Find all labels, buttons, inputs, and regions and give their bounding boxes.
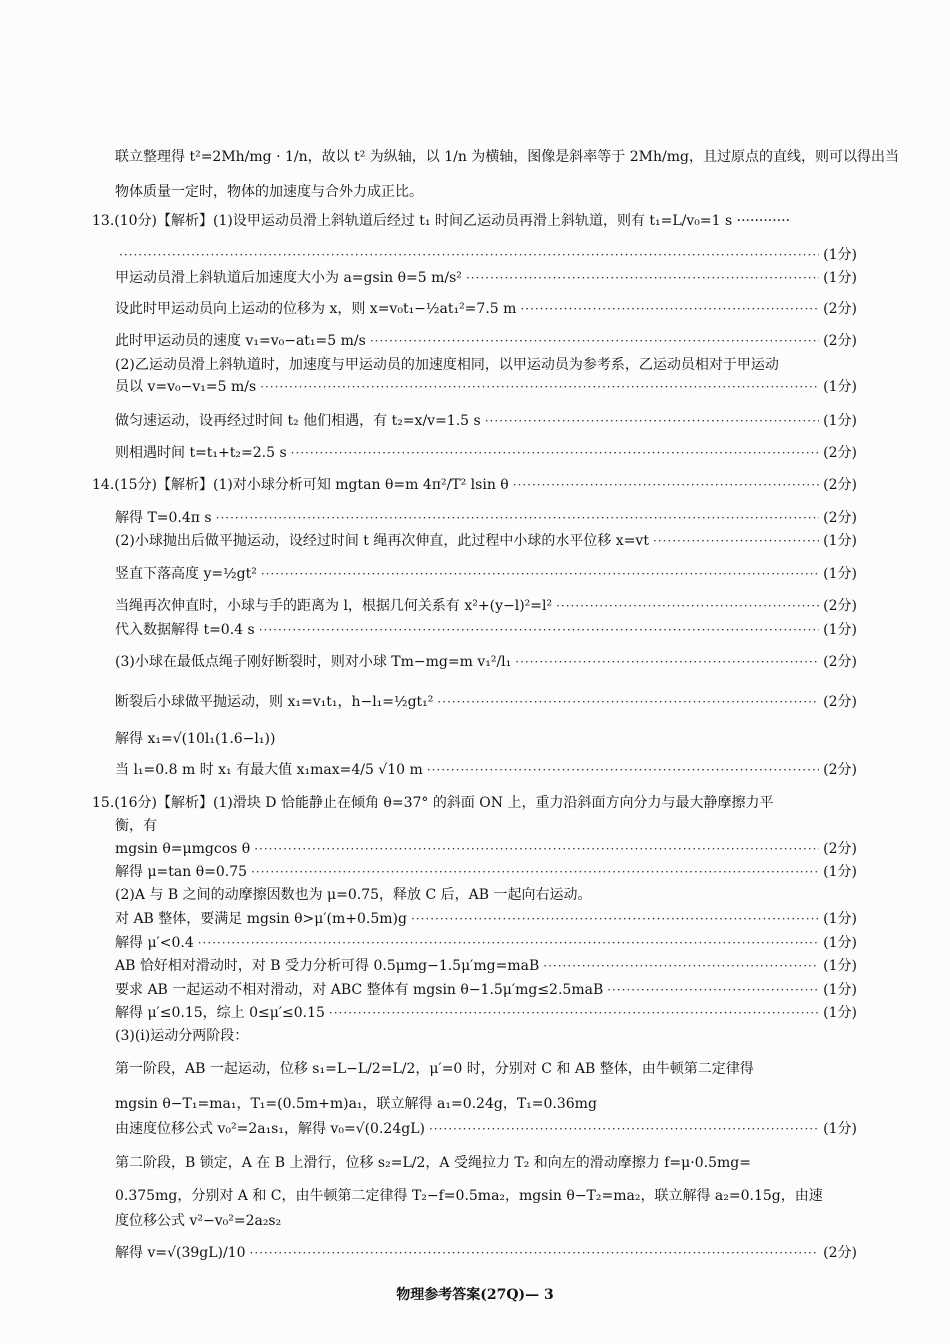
leader-dots bbox=[653, 531, 819, 551]
text-line: 要求 AB 一起运动不相对滑动，对 ABC 整体有 mgsin θ−1.5μ′mg≤2.5maB ····· (1分) bbox=[115, 979, 857, 1001]
score-label: (1分) bbox=[823, 413, 857, 429]
text-line: 度位移公式 v²−v₀²=2a₂s₂ bbox=[115, 1213, 282, 1229]
text-line: (2)小球抛出后做平抛运动，设经过时间 t 绳再次伸直，此过程中小球的水平位移 x=vt ····· (1分) bbox=[115, 530, 857, 552]
leader-dots bbox=[329, 1003, 819, 1023]
text-line: 由速度位移公式 v₀²=2a₁s₁，解得 v₀=√(0.24gL) ····· (1分) bbox=[115, 1118, 857, 1140]
text-line: 当 l₁=0.8 m 时 x₁ 有最大值 x₁max=4/5 √10 m ····· (2分) bbox=[115, 759, 857, 781]
score-label: (2分) bbox=[823, 654, 857, 670]
score-label: (2分) bbox=[823, 1245, 857, 1261]
text-line: 0.375mg，分别对 A 和 C，由牛顿第二定律得 T₂−f=0.5ma₂，mgsin θ−T₂=ma₂，联立解得 a₂=0.15g，由速 bbox=[115, 1188, 823, 1204]
text-line: 断裂后小球做平抛运动，则 x₁=v₁t₁，h−l₁=½gt₁² ····· (2分) bbox=[115, 691, 857, 713]
score-label: (1分) bbox=[823, 911, 857, 927]
leader-dots bbox=[251, 862, 819, 882]
score-label: (1分) bbox=[823, 622, 857, 638]
score-label: (2分) bbox=[823, 477, 857, 493]
text-line: 此时甲运动员的速度 v₁=v₀−at₁=5 m/s ····· (2分) bbox=[115, 330, 857, 352]
text-line: 衡，有 bbox=[115, 818, 157, 834]
score-label: (1分) bbox=[823, 379, 857, 395]
question-14-header: 14.(15分)【解析】(1)对小球分析可知 mgtan θ=m 4π²/T² lsin θ ····· (2分) bbox=[92, 474, 857, 496]
text-line: mgsin θ−T₁=ma₁，T₁=(0.5m+m)a₁，联立解得 a₁=0.24g，T₁=0.36mg bbox=[115, 1096, 597, 1112]
text-line: AB 恰好相对滑动时，对 B 受力分析可得 0.5μmg−1.5μ′mg=maB ····· (1分) bbox=[115, 955, 857, 977]
text-line bbox=[115, 244, 857, 266]
score-label: (1分) bbox=[823, 270, 857, 286]
text-line: (3)小球在最低点绳子刚好断裂时，则对小球 Tm−mg=m v₁²/l₁ ····· (2分) bbox=[115, 651, 857, 673]
score-label: (1分) bbox=[823, 864, 857, 880]
text-line: (2)乙运动员滑上斜轨道时，加速度与甲运动员的加速度相同，以甲运动员为参考系，乙运动员相对于甲运动 bbox=[115, 357, 779, 373]
leader-dots bbox=[411, 909, 819, 929]
text-line: 第二阶段，B 锁定，A 在 B 上滑行，位移 s₂=L/2，A 受绳拉力 T₂ 和向左的滑动摩擦力 f=μ·0.5mg= bbox=[115, 1155, 751, 1171]
text-line: 解得 μ′≤0.15，综上 0≤μ′≤0.15 ····· (1分) bbox=[115, 1002, 857, 1024]
question-15-header: 15.(16分)【解析】(1)滑块 D 恰能静止在倾角 θ=37° 的斜面 ON 上，重力沿斜面方向分力与最大静摩擦力平 bbox=[92, 795, 774, 811]
text-line: 对 AB 整体，要满足 mgsin θ>μ′(m+0.5m)g ····· (1分) bbox=[115, 908, 857, 930]
leader-dots bbox=[466, 268, 819, 288]
page-footer: 物理参考答案(27Q)— 3 bbox=[396, 1287, 554, 1303]
text-line: 员以 v=v₀−v₁=5 m/s ····· (1分) bbox=[115, 376, 857, 398]
leader-dots bbox=[261, 564, 819, 584]
score-label: (2分) bbox=[823, 445, 857, 461]
leader-dots bbox=[198, 933, 819, 953]
text-line: 甲运动员滑上斜轨道后加速度大小为 a=gsin θ=5 m/s² ····· (1分) bbox=[115, 267, 857, 289]
text-line: 解得 μ=tan θ=0.75 ····· (1分) bbox=[115, 861, 857, 883]
text-line: mgsin θ=μmgcos θ ····· (2分) bbox=[115, 838, 857, 860]
leader-dots bbox=[556, 596, 819, 616]
text-line: 代入数据解得 t=0.4 s ····· (1分) bbox=[115, 619, 857, 641]
leader-dots bbox=[259, 620, 819, 640]
leader-dots bbox=[119, 245, 819, 265]
score-label: (1分) bbox=[823, 1121, 857, 1137]
text-line: 解得 μ′<0.4 ····· (1分) bbox=[115, 932, 857, 954]
score-label: (1分) bbox=[823, 935, 857, 951]
score-label: (2分) bbox=[823, 841, 857, 857]
leader-dots bbox=[291, 443, 820, 463]
text-line: 联立整理得 t²=2Mh/mg · 1/n，故以 t² 为纵轴，以 1/n 为横轴，图像是斜率等于 2Mh/mg，且过原点的直线，则可以得出当 bbox=[115, 149, 899, 165]
text-line: 则相遇时间 t=t₁+t₂=2.5 s ····· (2分) bbox=[115, 442, 857, 464]
score-label: (2分) bbox=[823, 510, 857, 526]
leader-dots bbox=[260, 377, 819, 397]
question-13-header: 13.(10分)【解析】(1)设甲运动员滑上斜轨道后经过 t₁ 时间乙运动员再滑上斜轨道，则有 t₁=L/v₀=1 s ············ bbox=[92, 213, 791, 229]
score-label: (2分) bbox=[823, 694, 857, 710]
text-line: (2)A 与 B 之间的动摩擦因数也为 μ=0.75，释放 C 后，AB 一起向右运动。 bbox=[115, 887, 592, 903]
text-line: 解得 v=√(39gL)/10 ····· (2分) bbox=[115, 1242, 857, 1264]
score-label: (2分) bbox=[823, 598, 857, 614]
text-line: 解得 x₁=√(10l₁(1.6−l₁)) bbox=[115, 731, 276, 747]
score-label: (1分) bbox=[823, 247, 857, 263]
score-label: (1分) bbox=[823, 533, 857, 549]
text-line: (3)(ⅰ)运动分两阶段： bbox=[115, 1028, 249, 1044]
leader-dots bbox=[437, 692, 819, 712]
text-line: 当绳再次伸直时，小球与手的距离为 l，根据几何关系有 x²+(y−l)²=l² ····· (2分) bbox=[115, 595, 857, 617]
score-label: (1分) bbox=[823, 958, 857, 974]
score-label: (2分) bbox=[823, 333, 857, 349]
text-line: 竖直下落高度 y=½gt² ····· (1分) bbox=[115, 563, 857, 585]
text-line: 物体质量一定时，物体的加速度与合外力成正比。 bbox=[115, 184, 423, 200]
leader-dots bbox=[429, 1119, 819, 1139]
score-label: (1分) bbox=[823, 982, 857, 998]
leader-dots bbox=[216, 508, 820, 528]
score-label: (1分) bbox=[823, 566, 857, 582]
leader-dots bbox=[427, 760, 819, 780]
text-line: 第一阶段，AB 一起运动，位移 s₁=L−L/2=L/2，μ′=0 时，分别对 C 和 AB 整体，由牛顿第二定律得 bbox=[115, 1061, 754, 1077]
score-label: (2分) bbox=[823, 301, 857, 317]
leader-dots bbox=[543, 956, 819, 976]
leader-dots bbox=[254, 839, 819, 859]
leader-dots bbox=[250, 1243, 820, 1263]
leader-dots bbox=[515, 652, 819, 672]
text-line: 设此时甲运动员向上运动的位移为 x，则 x=v₀t₁−½at₁²=7.5 m ····· (2分) bbox=[115, 298, 857, 320]
score-label: (1分) bbox=[823, 1005, 857, 1021]
leader-dots bbox=[520, 299, 819, 319]
score-label: (2分) bbox=[823, 762, 857, 778]
leader-dots bbox=[607, 980, 819, 1000]
leader-dots bbox=[485, 411, 819, 431]
text-line: 解得 T=0.4π s ····· (2分) bbox=[115, 507, 857, 529]
leader-dots bbox=[370, 331, 819, 351]
leader-dots bbox=[513, 475, 819, 495]
text-line: 做匀速运动，设再经过时间 t₂ 他们相遇，有 t₂=x/v=1.5 s ····· (1分) bbox=[115, 410, 857, 432]
